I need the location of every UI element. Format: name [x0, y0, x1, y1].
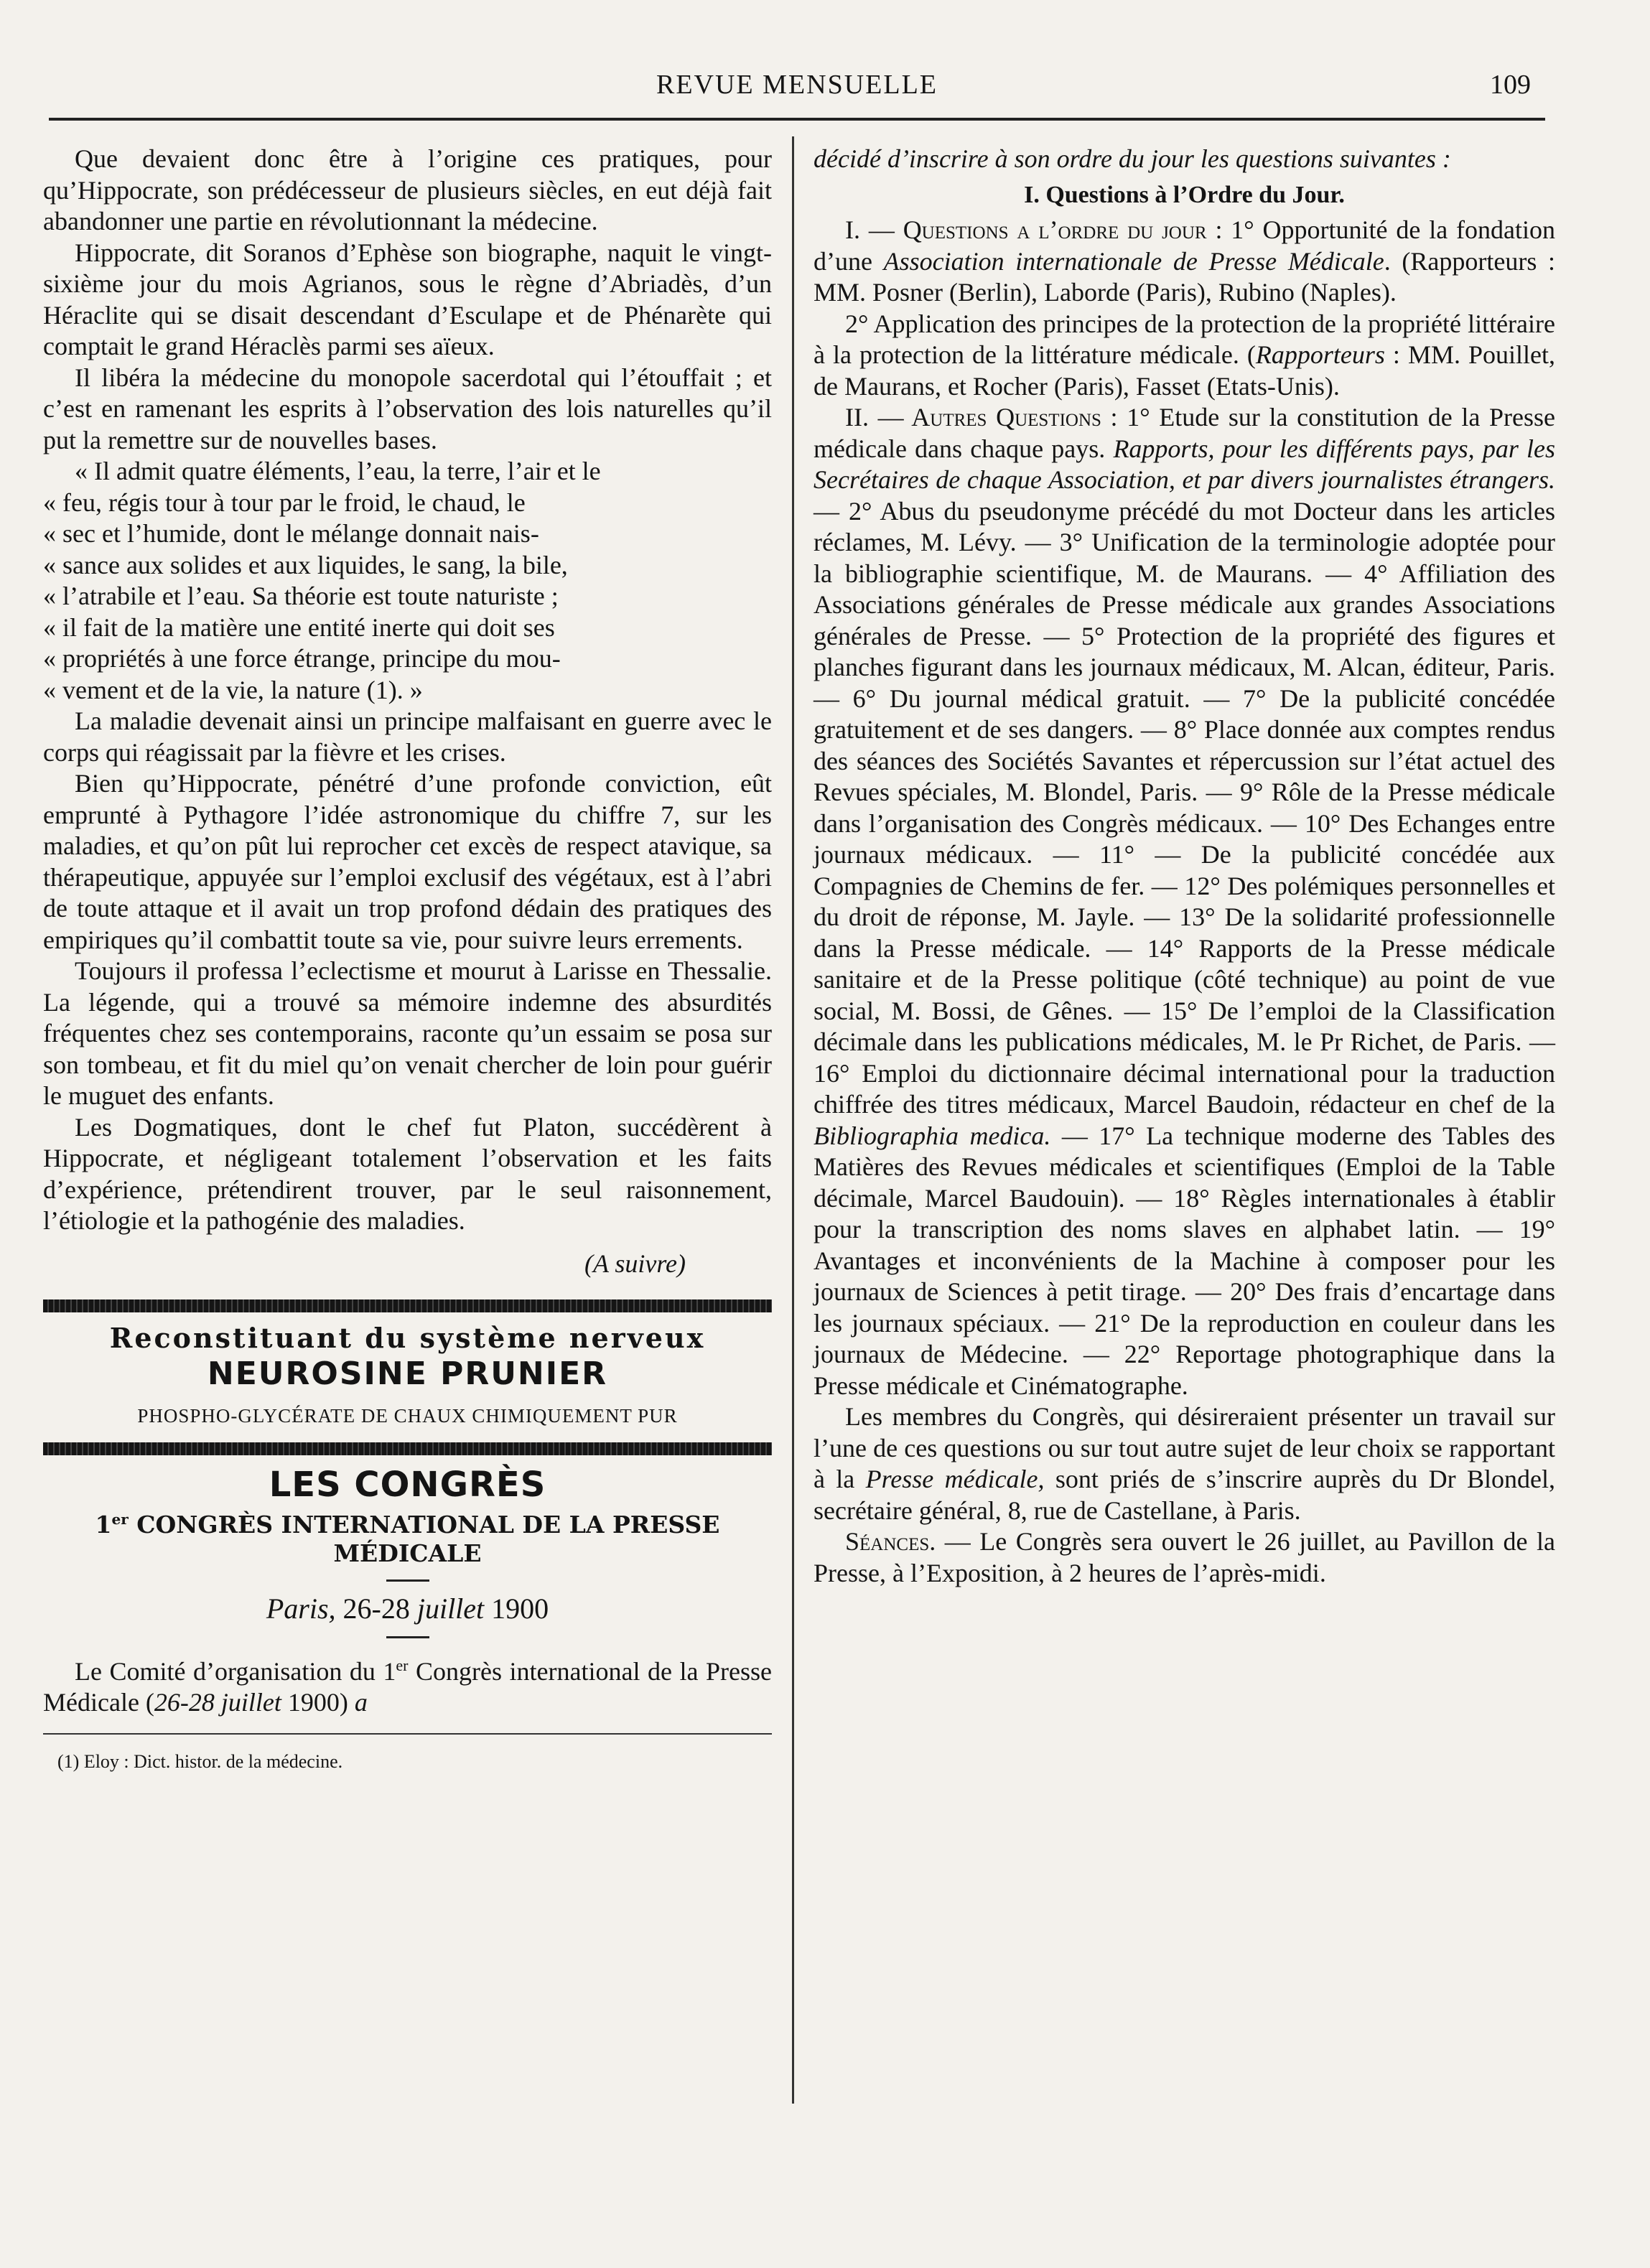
paragraph: Les Dogmatiques, dont le chef fut Platon, succédèrent à Hippocrate, et négligeant totalement l’observation et les faits d’expérience, prétendirent trouver, par le seul raisonnement, l’étiologie et la pathogénie des maladies. — [43, 1112, 772, 1235]
ad-tagline: Reconstituant du système nerveux — [109, 1322, 706, 1354]
footnote: (1) Eloy : Dict. histor. de la médecine. — [57, 1750, 343, 1772]
paragraph: Le Comité d’organisation du 1er Congrès international de la Presse Médicale (26-28 juillet 1900) a — [43, 1656, 772, 1717]
paragraph: 2° Application des principes de la protection de la propriété littéraire à la protection de la littérature médicale. (Rapporteurs : MM. Pouillet, de Maurans, et Rocher (Paris), Fasset (Etats-Unis). — [814, 309, 1555, 401]
ad-description: PHOSPHO-GLYCÉRATE DE CHAUX CHIMIQUEMENT PUR — [137, 1405, 678, 1427]
continuation-note: (A suivre) — [584, 1249, 686, 1278]
subsection-title: I. Questions à l’Ordre du Jour. — [1024, 181, 1345, 208]
quote-line: « il fait de la matière une entité inerte qui doit ses — [43, 612, 555, 642]
congress-dateline: Paris, 26-28 juillet 1900 — [266, 1592, 549, 1625]
ad-top-rule — [43, 1299, 772, 1312]
paragraph: Séances. — Le Congrès sera ouvert le 26 juillet, au Pavillon de la Presse, à l’Exposition, à 2 heures de l’après-midi. — [814, 1527, 1555, 1587]
quote-line: « l’atrabile et l’eau. Sa théorie est toute naturiste ; — [43, 582, 559, 610]
left-column — [43, 144, 772, 1777]
quotation — [43, 456, 772, 706]
paragraph: Toujours il professa l’eclectisme et mourut à Larisse en Thessalie. La légende, qui a trouvé sa mémoire indemne des absurdités fréquentes chez ses contemporains, raconte qu’un essaim se posa sur son tombeau, et fit du miel qu’on venait chercher de loin pour guérir le muguet des enfants. — [43, 956, 772, 1110]
ad-bottom-rule — [43, 1442, 772, 1455]
paragraph: I. — Questions a l’ordre du jour : 1° Opportunité de la fondation d’une Association internationale de Presse Médicale. (Rapporteurs : MM. Posner (Berlin), Laborde (Paris), Rubino (Naples). — [814, 215, 1556, 307]
paragraph: La maladie devenait ainsi un principe malfaisant en guerre avec le corps qui réagissait par la fièvre et les crises. — [43, 706, 772, 767]
quote-line: « Il admit quatre éléments, l’eau, la terre, l’air et le — [75, 457, 601, 485]
paragraph: Que devaient donc être à l’origine ces pratiques, pour qu’Hippocrate, son prédécesseur de plusieurs siècles, en eut déjà fait abandonner une partie en révolutionnant la médecine. — [43, 144, 772, 235]
quote-line: « sance aux solides et aux liquides, le sang, la bile, — [43, 550, 568, 579]
paragraph: Les membres du Congrès, qui désireraient présenter un travail sur l’une de ces questions ou sur tout autre sujet de leur choix se rapportant à la Presse médicale, sont priés de s’inscrire auprès du Dr Blondel, secrétaire général, 8, rue de Castellane, à Paris. — [814, 1402, 1555, 1525]
quote-line: « feu, régis tour à tour par le froid, le chaud, le — [43, 487, 526, 517]
quote-line: « vement et de la vie, la nature (1). » — [43, 675, 423, 704]
footnote-rule — [43, 1733, 772, 1735]
paragraph: Bien qu’Hippocrate, pénétré d’une profonde conviction, eût emprunté à Pythagore l’idée astronomique du chiffre 7, sur les maladies, et qu’on pût lui reprocher cet excès de respect atavique, sa thérapeutique, appuyée sur l’emploi exclusif des végétaux, est à l’abri de toute attaque et il avait un trop profond dédain des pratiques des empiriques qu’il combattit toute sa vie, pour suivre leurs errements. — [43, 769, 772, 954]
running-header — [49, 69, 1545, 101]
paragraph: décidé d’inscrire à son ordre du jour les questions suivantes : — [814, 144, 1451, 173]
header-rule — [49, 118, 1545, 121]
congress-title: 1er CONGRÈS INTERNATIONAL DE LA PRESSE MÉDICALE — [95, 1511, 720, 1567]
short-divider — [386, 1579, 429, 1582]
paragraph: II. — Autres Questions : 1° Etude sur la constitution de la Presse médicale dans chaque pays. Rapports, pour les différents pays, par les Secrétaires de chaque Association, et par divers journalistes étrangers. — 2° Abus du pseudonyme précédé du mot Docteur dans les articles réclames, M. Lévy. — 3° Unification de la terminologie adoptée pour la bibliographie scientifique, M. de Maurans. — 4° Affiliation des Associations générales de Presse médicale aux grandes Associations générales de Presse. — 5° Protection de la propriété des figures et planches figurant dans les journaux médicaux, M. Alcan, éditeur, Paris. — 6° Du journal médical gratuit. — 7° De la publicité concédée gratuitement et de ses dangers. — 8° Place donnée aux comptes rendus des séances des Sociétés Savantes et répercussion sur l’état actuel des Revues spéciales, M. Blondel, Paris. — 9° Rôle de la Presse médicale dans l’organisation des Congrès médicaux. — 10° Des Echanges entre journaux médicaux. — 11° — De la publicité concédée aux Compagnies de Chemins de fer. — 12° Des polémiques personnelles et du droit de réponse, M. Jayle. — 13° De la solidarité professionnelle dans la Presse médicale. — 14° Rapports de la Presse médicale sanitaire et de la Presse politique (côté technique) au point de vue social, M. Bossi, de Gênes. — 15° De l’emploi de la Classification décimale dans les publications médicales, M. le Pr Richet, de Paris. — 16° Emploi du dictionnaire décimal international pour la traduction chiffrée des titres médicaux, Marcel Baudoin, rédacteur en chef de la Bibliographia medica. — 17° La technique moderne des Tables des Matières des Revues médicales et scientifiques (Emploi de la Table décimale, Marcel Baudouin). — 18° Règles internationales à établir pour la transcription des noms slaves en alphabet latin. — 19° Avantages et inconvénients de la Machine à composer pour les journaux de Sciences à petit tirage. — 20° Des frais d’encartage dans les journaux spéciaux. — 21° De la reproduction en couleur dans les journaux de Médecine. — 22° Reportage photographique dans la Presse médicale et Cinématographe. — [814, 403, 1556, 1400]
section-title: LES CONGRÈS — [269, 1464, 546, 1505]
paragraph: Il libéra la médecine du monopole sacerdotal qui l’étouffait ; et c’est en ramenant les esprits à l’observation des lois naturelles qu’il put la remettre sur de nouvelles bases. — [43, 363, 772, 454]
quote-line: « sec et l’humide, dont le mélange donnait nais- — [43, 519, 539, 548]
journal-title: REVUE MENSUELLE — [656, 70, 938, 100]
short-divider — [386, 1636, 429, 1638]
right-column — [814, 144, 1555, 1589]
paragraph: Hippocrate, dit Soranos d’Ephèse son biographe, naquit le vingt-sixième jour du mois Agrianos, sous le règne d’Abriadès, d’un Héraclite qui se disait descendant d’Esculape et de Phénarète qui comptait le grand Héraclès parmi ses aïeux. — [43, 238, 772, 360]
column-divider — [792, 136, 794, 2104]
page-number: 109 — [1490, 70, 1531, 100]
quote-line: « propriétés à une force étrange, principe du mou- — [43, 644, 561, 673]
ad-product-name: NEUROSINE PRUNIER — [207, 1355, 608, 1392]
